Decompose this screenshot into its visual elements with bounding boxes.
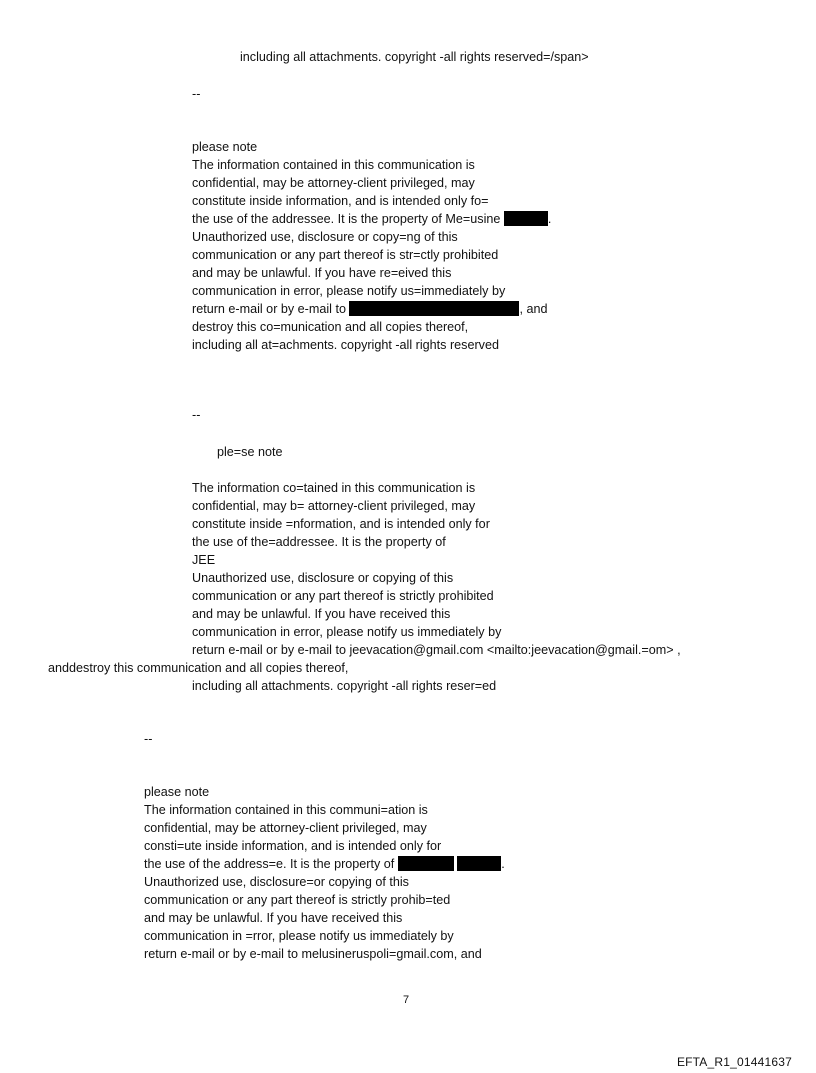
block2-line: The information co=tained in this communication is bbox=[192, 481, 476, 495]
redaction-box bbox=[349, 301, 519, 316]
block3-line: communication or any part thereof is strictly prohib=ted bbox=[144, 893, 451, 907]
bates-number: EFTA_R1_01441637 bbox=[676, 1055, 792, 1069]
block3-line: The information contained in this communi=ation is bbox=[144, 803, 428, 817]
redaction-box bbox=[504, 211, 548, 226]
page-number: 7 bbox=[403, 994, 410, 1006]
block1-line-tail: . bbox=[547, 212, 552, 226]
block1-line bbox=[192, 210, 551, 228]
block2-line: confidential, may b= attorney-client privileged, may bbox=[192, 499, 476, 513]
block3-line: consti=ute inside information, and is intended only for bbox=[144, 839, 442, 853]
block1-line-tail: , and bbox=[519, 302, 548, 316]
block1-line: communication or any part thereof is str=ctly prohibited bbox=[192, 248, 499, 262]
block1-heading: please note bbox=[192, 140, 258, 154]
block2-line: communication or any part thereof is strictly prohibited bbox=[192, 589, 494, 603]
block1-line: constitute inside information, and is intended only fo= bbox=[192, 194, 489, 208]
block3-line-tail: . bbox=[501, 857, 505, 871]
block2-line: communication in error, please notify us immediately by bbox=[192, 625, 502, 639]
block1-line: including all at=achments. copyright -all rights reserved bbox=[192, 338, 499, 352]
separator: -- bbox=[144, 732, 153, 746]
separator: -- bbox=[192, 87, 201, 101]
block2-line: Unauthorized use, disclosure or copying of this bbox=[192, 571, 454, 585]
block3-line: communication in =rror, please notify us immediately by bbox=[144, 929, 454, 943]
block3-heading: please note bbox=[144, 785, 210, 799]
redaction-box bbox=[457, 856, 501, 871]
block1-line-text: the use of the addressee. It is the property of Me=usine bbox=[192, 212, 501, 226]
block2-line: and may be unlawful. If you have received this bbox=[192, 607, 451, 621]
block1-line: destroy this co=munication and all copies thereof, bbox=[192, 320, 469, 334]
block1-line: communication in error, please notify us=immediately by bbox=[192, 284, 506, 298]
block1-line: The information contained in this communication is bbox=[192, 158, 475, 172]
block1-line bbox=[192, 300, 548, 318]
block3-line: Unauthorized use, disclosure=or copying of this bbox=[144, 875, 409, 889]
block2-line: return e-mail or by e-mail to jeevacation@gmail.com <mailto:jeevacation@gmail.=om> , bbox=[192, 643, 681, 657]
block1-line: confidential, may be attorney-client privileged, may bbox=[192, 176, 475, 190]
block1-line: Unauthorized use, disclosure or copy=ng of this bbox=[192, 230, 458, 244]
block2-line: including all attachments. copyright -all rights reser=ed bbox=[192, 679, 497, 693]
block3-line: return e-mail or by e-mail to melusineruspoli=gmail.com, and bbox=[144, 947, 482, 961]
block1-line: and may be unlawful. If you have re=eived this bbox=[192, 266, 452, 280]
block1-line-text: return e-mail or by e-mail to bbox=[192, 302, 346, 316]
redaction-box bbox=[398, 856, 454, 871]
block2-line: the use of the=addressee. It is the property of bbox=[192, 535, 446, 549]
continuation-line: including all attachments. copyright -all rights reserved=/span> bbox=[240, 50, 589, 64]
block3-line: and may be unlawful. If you have received this bbox=[144, 911, 403, 925]
block3-line-text: the use of the address=e. It is the property of bbox=[144, 857, 395, 871]
block2-line: JEE bbox=[192, 553, 216, 567]
block2-heading: ple=se note bbox=[217, 445, 283, 459]
block3-line bbox=[144, 855, 505, 873]
block2-line: anddestroy this communication and all copies thereof, bbox=[48, 661, 349, 675]
block3-line: confidential, may be attorney-client privileged, may bbox=[144, 821, 427, 835]
separator: -- bbox=[192, 408, 201, 422]
block2-line: constitute inside =nformation, and is intended only for bbox=[192, 517, 490, 531]
